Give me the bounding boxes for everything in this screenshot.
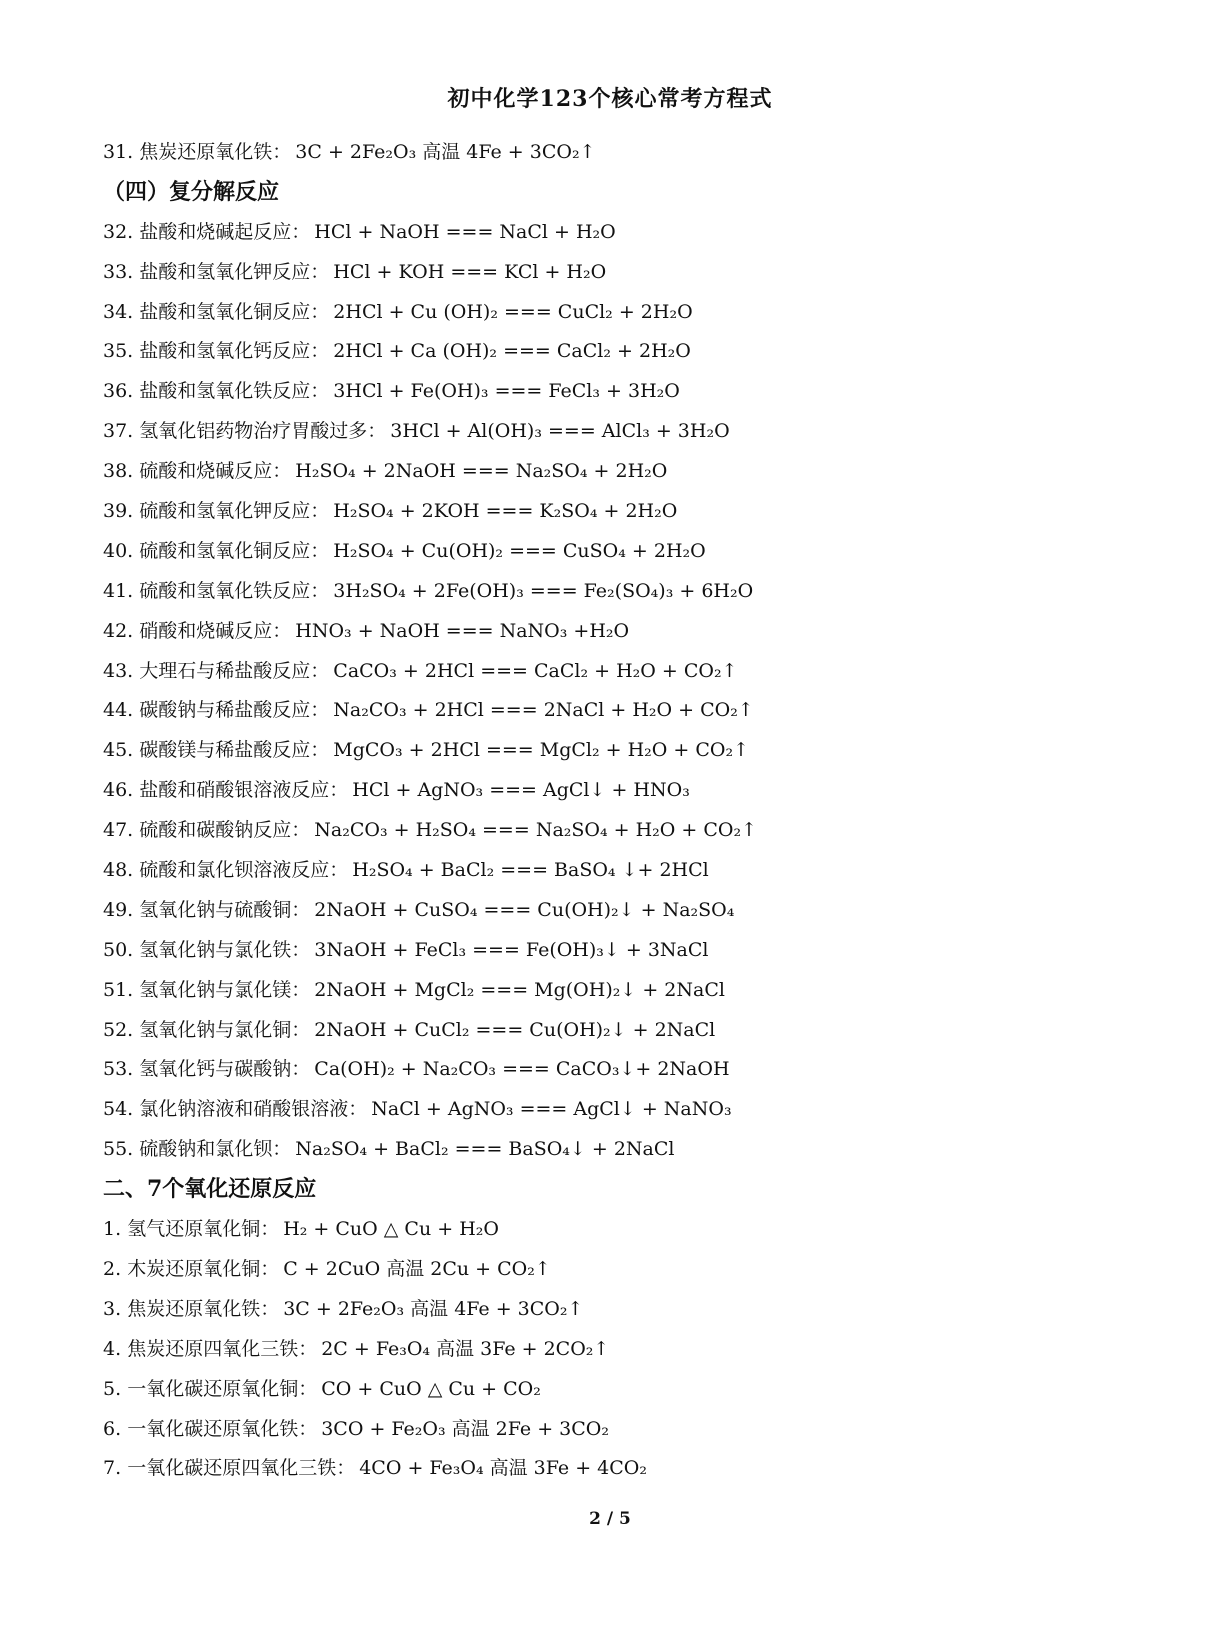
equation-item	[103, 372, 1183, 412]
item-number: 3.	[103, 1297, 122, 1320]
item-number: 51.	[103, 978, 134, 1001]
equation-item	[103, 1370, 1183, 1410]
chemical-equation: 3C + 2Fe₂O₃ 高温 4Fe + 3CO₂↑	[295, 141, 596, 163]
chemical-equation: 2NaOH + CuSO₄ === Cu(OH)₂↓ + Na₂SO₄	[314, 898, 735, 921]
item-number: 1.	[103, 1218, 122, 1241]
reaction-name: 氯化钠溶液和硝酸银溶液：	[139, 1098, 368, 1121]
item-number: 5.	[103, 1377, 122, 1400]
item-number: 54.	[103, 1098, 134, 1121]
reaction-name: 一氧化碳还原四氧化三铁：	[127, 1457, 356, 1480]
equation-item	[103, 691, 1183, 731]
item-number: 36.	[103, 380, 134, 403]
chemical-equation: 3C + 2Fe₂O₃ 高温 4Fe + 3CO₂↑	[283, 1297, 584, 1320]
reaction-name: 硫酸钠和氯化钡：	[139, 1138, 292, 1161]
reaction-name: 硫酸和烧碱反应：	[139, 460, 292, 483]
equation-item	[103, 1130, 1183, 1170]
item-number: 35.	[103, 340, 134, 363]
item-number: 41.	[103, 579, 134, 602]
equation-item	[103, 452, 1183, 492]
reaction-name: 硝酸和烧碱反应：	[139, 619, 292, 642]
reaction-name: 硫酸和氢氧化铁反应：	[139, 579, 330, 602]
equation-item	[103, 851, 1183, 891]
equation-item	[103, 332, 1183, 372]
equation-item	[103, 572, 1183, 612]
section-heading: （四）复分解反应	[103, 178, 280, 205]
section-heading: 二、7个氧化还原反应	[103, 1176, 317, 1203]
item-number: 45.	[103, 739, 134, 762]
reaction-name: 碳酸钠与稀盐酸反应：	[139, 699, 330, 722]
reaction-name: 盐酸和烧碱起反应：	[139, 220, 311, 243]
reaction-name: 碳酸镁与稀盐酸反应：	[139, 739, 330, 762]
chemical-equation: H₂SO₄ + 2NaOH === Na₂SO₄ + 2H₂O	[295, 460, 668, 483]
item-number: 43.	[103, 659, 134, 682]
equation-list	[103, 133, 1183, 1489]
chemical-equation: 3NaOH + FeCl₃ === Fe(OH)₃↓ + 3NaCl	[314, 938, 709, 961]
reaction-name: 硫酸和氢氧化铜反应：	[139, 539, 330, 562]
equation-item	[103, 971, 1183, 1011]
reaction-name: 一氧化碳还原氧化铜：	[127, 1377, 318, 1400]
chemical-equation: C + 2CuO 高温 2Cu + CO₂↑	[283, 1257, 551, 1280]
item-number: 44.	[103, 699, 134, 722]
chemical-equation: H₂SO₄ + BaCl₂ === BaSO₄ ↓+ 2HCl	[352, 859, 709, 882]
equation-item	[103, 1090, 1183, 1130]
reaction-name: 焦炭还原氧化铁：	[127, 1297, 280, 1320]
chemical-equation: 2NaOH + MgCl₂ === Mg(OH)₂↓ + 2NaCl	[314, 978, 725, 1001]
item-number: 47.	[103, 819, 134, 842]
document-title: 初中化学123个核心常考方程式	[447, 86, 773, 112]
equation-item	[103, 1050, 1183, 1090]
equation-item	[103, 133, 1183, 173]
chemical-equation: HNO₃ + NaOH === NaNO₃ +H₂O	[295, 619, 630, 642]
item-number: 33.	[103, 260, 134, 283]
equation-item	[103, 811, 1183, 851]
item-number: 53.	[103, 1058, 134, 1081]
equation-item	[103, 253, 1183, 293]
item-number: 39.	[103, 500, 134, 523]
item-number: 42.	[103, 619, 134, 642]
chemical-equation: HCl + AgNO₃ === AgCl↓ + HNO₃	[352, 779, 690, 802]
equation-item	[103, 1449, 1183, 1489]
reaction-name: 氢氧化钙与碳酸钠：	[139, 1058, 311, 1081]
item-number: 38.	[103, 460, 134, 483]
item-number: 7.	[103, 1457, 122, 1480]
reaction-name: 盐酸和氢氧化铜反应：	[139, 300, 330, 323]
chemical-equation: 3HCl + Al(OH)₃ === AlCl₃ + 3H₂O	[390, 420, 730, 443]
item-number: 46.	[103, 779, 134, 802]
chemical-equation: CaCO₃ + 2HCl === CaCl₂ + H₂O + CO₂↑	[333, 659, 738, 682]
reaction-name: 焦炭还原氧化铁：	[139, 141, 292, 163]
reaction-name: 硫酸和氢氧化钾反应：	[139, 500, 330, 523]
chemical-equation: NaCl + AgNO₃ === AgCl↓ + NaNO₃	[371, 1098, 732, 1121]
reaction-name: 盐酸和氢氧化钙反应：	[139, 340, 330, 363]
item-number: 37.	[103, 420, 134, 443]
item-number: 50.	[103, 938, 134, 961]
equation-item	[103, 1011, 1183, 1051]
chemical-equation: 2NaOH + CuCl₂ === Cu(OH)₂↓ + 2NaCl	[314, 1018, 716, 1041]
item-number: 6.	[103, 1417, 122, 1440]
chemical-equation: 2HCl + Cu (OH)₂ === CuCl₂ + 2H₂O	[333, 300, 693, 323]
reaction-name: 一氧化碳还原氧化铁：	[127, 1417, 318, 1440]
equation-item	[103, 1330, 1183, 1370]
item-number: 31.	[103, 141, 134, 163]
chemical-equation: H₂ + CuO △ Cu + H₂O	[283, 1218, 499, 1241]
item-number: 34.	[103, 300, 134, 323]
reaction-name: 氢氧化铝药物治疗胃酸过多：	[139, 420, 387, 443]
equation-item	[103, 1210, 1183, 1250]
chemical-equation: H₂SO₄ + Cu(OH)₂ === CuSO₄ + 2H₂O	[333, 539, 706, 562]
reaction-name: 硫酸和碳酸钠反应：	[139, 819, 311, 842]
equation-item	[103, 213, 1183, 253]
chemical-equation: 3H₂SO₄ + 2Fe(OH)₃ === Fe₂(SO₄)₃ + 6H₂O	[333, 579, 754, 602]
item-number: 32.	[103, 220, 134, 243]
equation-item	[103, 652, 1183, 692]
equation-item	[103, 532, 1183, 572]
chemical-equation: 4CO + Fe₃O₄ 高温 3Fe + 4CO₂	[359, 1457, 647, 1480]
page-number: 2 / 5	[589, 1509, 631, 1529]
item-number: 55.	[103, 1138, 134, 1161]
equation-item	[103, 1290, 1183, 1330]
item-number: 48.	[103, 859, 134, 882]
chemical-equation: MgCO₃ + 2HCl === MgCl₂ + H₂O + CO₂↑	[333, 739, 749, 762]
equation-item	[103, 293, 1183, 333]
chemical-equation: 3CO + Fe₂O₃ 高温 2Fe + 3CO₂	[321, 1417, 609, 1440]
reaction-name: 焦炭还原四氧化三铁：	[127, 1337, 318, 1360]
equation-item	[103, 731, 1183, 771]
item-number: 52.	[103, 1018, 134, 1041]
item-number: 49.	[103, 898, 134, 921]
item-number: 4.	[103, 1337, 122, 1360]
chemical-equation: HCl + KOH === KCl + H₂O	[333, 260, 607, 283]
equation-item	[103, 412, 1183, 452]
chemical-equation: Na₂CO₃ + H₂SO₄ === Na₂SO₄ + H₂O + CO₂↑	[314, 819, 758, 842]
item-number: 40.	[103, 539, 134, 562]
equation-item	[103, 891, 1183, 931]
reaction-name: 大理石与稀盐酸反应：	[139, 659, 330, 682]
chemical-equation: Na₂SO₄ + BaCl₂ === BaSO₄↓ + 2NaCl	[295, 1138, 675, 1161]
chemical-equation: CO + CuO △ Cu + CO₂	[321, 1377, 541, 1400]
equation-item	[103, 492, 1183, 532]
chemical-equation: 3HCl + Fe(OH)₃ === FeCl₃ + 3H₂O	[333, 380, 680, 403]
item-number: 2.	[103, 1257, 122, 1280]
reaction-name: 木炭还原氧化铜：	[127, 1257, 280, 1280]
chemical-equation: Na₂CO₃ + 2HCl === 2NaCl + H₂O + CO₂↑	[333, 699, 754, 722]
equation-item	[103, 612, 1183, 652]
chemical-equation: 2HCl + Ca (OH)₂ === CaCl₂ + 2H₂O	[333, 340, 691, 363]
chemical-equation: HCl + NaOH === NaCl + H₂O	[314, 220, 616, 243]
chemical-equation: 2C + Fe₃O₄ 高温 3Fe + 2CO₂↑	[321, 1337, 610, 1360]
equation-item	[103, 1410, 1183, 1450]
equation-item	[103, 1250, 1183, 1290]
reaction-name: 氢气还原氧化铜：	[127, 1218, 280, 1241]
reaction-name: 硫酸和氯化钡溶液反应：	[139, 859, 349, 882]
equation-item	[103, 931, 1183, 971]
chemical-equation: Ca(OH)₂ + Na₂CO₃ === CaCO₃↓+ 2NaOH	[314, 1058, 730, 1081]
reaction-name: 盐酸和硝酸银溶液反应：	[139, 779, 349, 802]
chemical-equation: H₂SO₄ + 2KOH === K₂SO₄ + 2H₂O	[333, 500, 678, 523]
reaction-name: 盐酸和氢氧化铁反应：	[139, 380, 330, 403]
reaction-name: 氢氧化钠与氯化铁：	[139, 938, 311, 961]
reaction-name: 氢氧化钠与氯化铜：	[139, 1018, 311, 1041]
reaction-name: 氢氧化钠与硫酸铜：	[139, 898, 311, 921]
equation-item	[103, 771, 1183, 811]
reaction-name: 盐酸和氢氧化钾反应：	[139, 260, 330, 283]
reaction-name: 氢氧化钠与氯化镁：	[139, 978, 311, 1001]
